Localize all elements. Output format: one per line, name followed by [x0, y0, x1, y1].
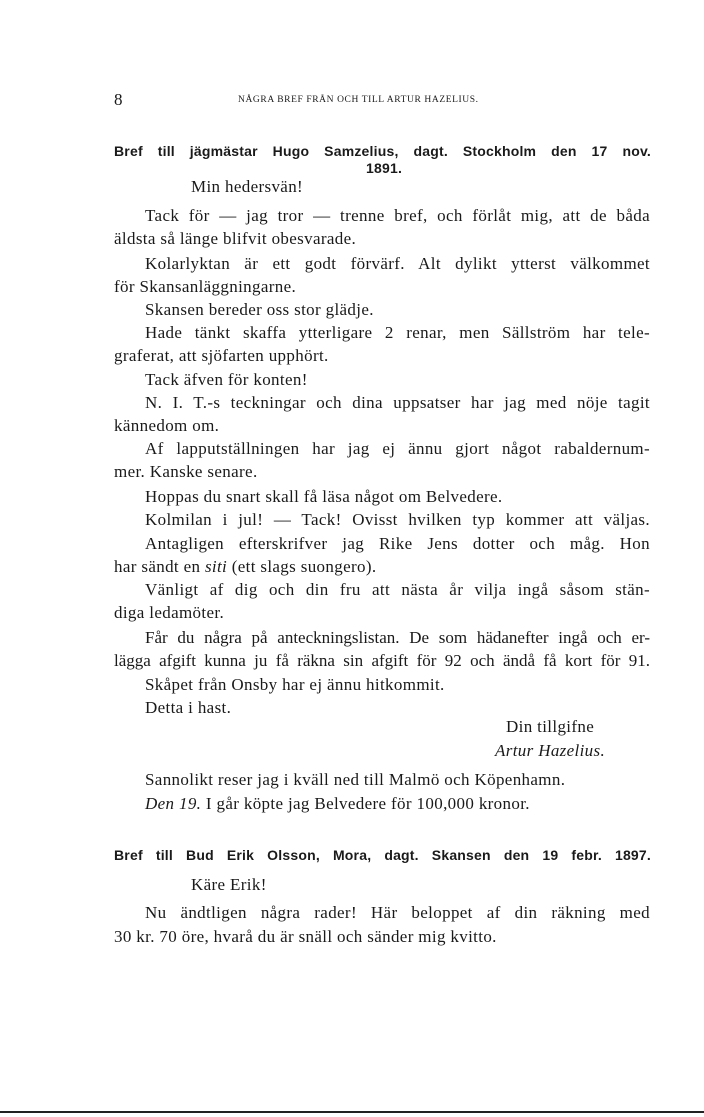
body-line: N. I. T.-s teckningar och dina uppsatser har jag med nöje tagit [145, 393, 650, 412]
body-line: diga ledamöter. [114, 603, 225, 622]
postscript-text: I går köpte jag Belvedere för 100,000 kronor. [201, 794, 530, 813]
body-line: Hoppas du snart skall få läsa något om Belvedere. [145, 487, 503, 506]
body-line-siti [114, 557, 376, 577]
letter1-postscript-dated [145, 794, 530, 814]
body-line: Tack för — jag tror — trenne bref, och förlåt mig, att de båda [145, 206, 650, 225]
page-number: 8 [114, 90, 123, 109]
letter1-postscript: Sannolikt reser jag i kväll ned till Malmö och Köpenhamn. [145, 770, 566, 789]
body-line: Skansen bereder oss stor glädje. [145, 300, 374, 319]
body-text: (ett slags suongero). [227, 557, 377, 576]
siti-word: siti [204, 557, 228, 576]
postscript-date: Den 19. [145, 794, 202, 813]
body-line: kännedom om. [114, 416, 220, 435]
letter2-salutation: Käre Erik! [191, 875, 267, 894]
body-text: har sändt en [114, 557, 205, 576]
body-line: äldsta så länge blifvit obesvarade. [114, 229, 357, 248]
letter1-signature: Artur Hazelius. [495, 741, 606, 760]
running-title: NÅGRA BREF FRÅN OCH TILL ARTUR HAZELIUS. [238, 95, 479, 105]
body-line: Vänligt af dig och din fru att nästa år vilja ingå såsom stän- [145, 580, 650, 599]
body-line: Kolarlyktan är ett godt förvärf. Alt dylikt ytterst välkommet [145, 254, 650, 273]
body-line: Nu ändtligen några rader! Här beloppet af din räkning med [145, 903, 650, 922]
letter1-salutation: Min hedersvän! [191, 177, 304, 196]
body-line: mer. Kanske senare. [114, 462, 258, 481]
letter1-heading-line1: Bref till jägmästar Hugo Samzelius, dagt. Stockholm den 17 nov. [114, 143, 651, 159]
body-line: Antagligen efterskrifver jag Rike Jens dotter och måg. Hon [145, 534, 650, 553]
body-line: Tack äfven för konten! [145, 370, 308, 389]
letter1-heading-line2: 1891. [366, 160, 403, 176]
running-head [114, 90, 654, 110]
body-line: Kolmilan i jul! — Tack! Ovisst hvilken typ kommer att väljas. [145, 510, 650, 529]
body-line: lägga afgift kunna ju få räkna sin afgift för 92 och ändå få kort för 91. [114, 651, 650, 670]
body-line: Får du några på anteckningslistan. De som hädanefter ingå och er- [145, 628, 650, 647]
scan-bottom-edge [0, 1111, 704, 1113]
body-line: Detta i hast. [145, 698, 232, 717]
body-line: Af lapputställningen har jag ej ännu gjort något rabaldernum- [145, 439, 650, 458]
letter1-closing: Din tillgifne [506, 717, 595, 736]
body-line: graferat, att sjöfarten upphört. [114, 346, 329, 365]
letter2-heading: Bref till Bud Erik Olsson, Mora, dagt. Skansen den 19 febr. 1897. [114, 847, 651, 863]
body-line: Skåpet från Onsby har ej ännu hitkommit. [145, 675, 445, 694]
body-line: Hade tänkt skaffa ytterligare 2 renar, men Sällström har tele- [145, 323, 650, 342]
body-line: för Skansanläggningarne. [114, 277, 297, 296]
body-line: 30 kr. 70 öre, hvarå du är snäll och sänder mig kvitto. [114, 927, 497, 946]
